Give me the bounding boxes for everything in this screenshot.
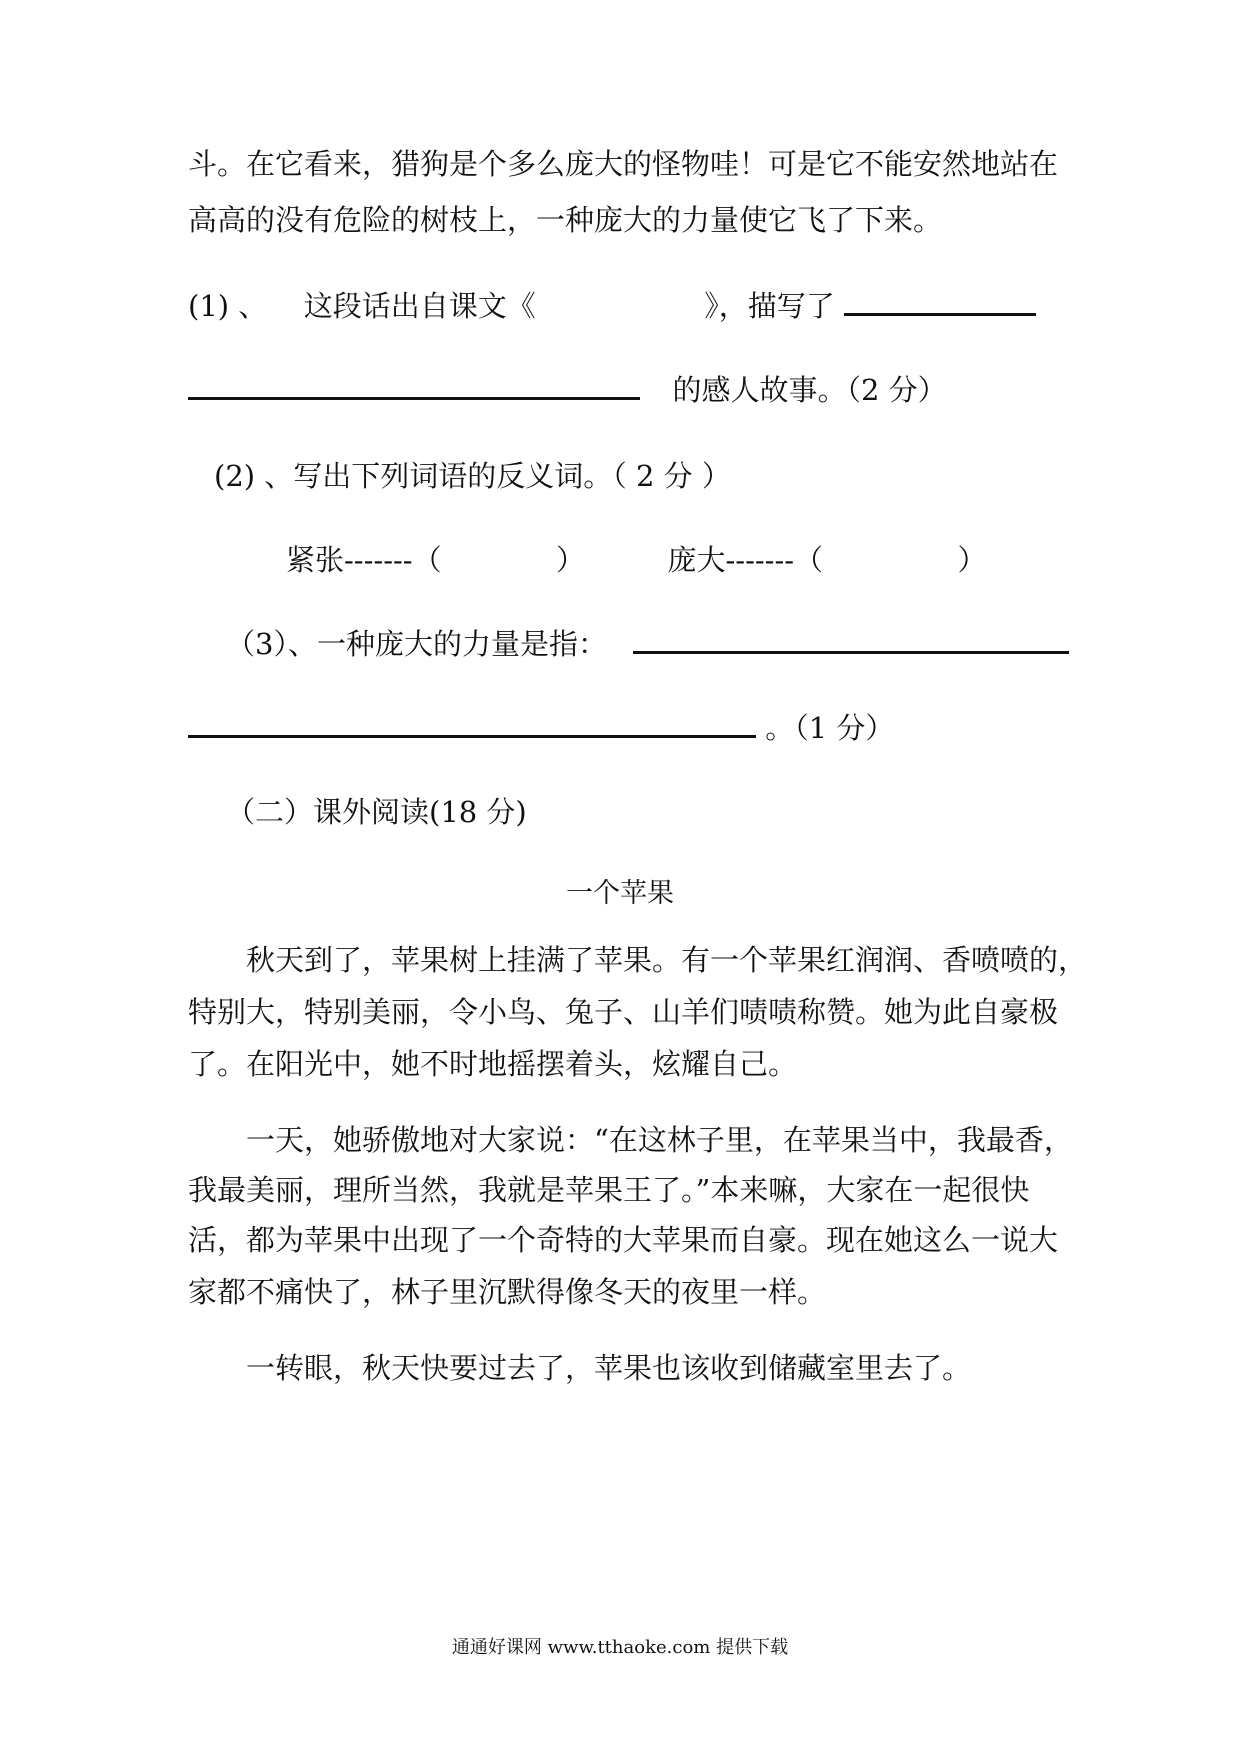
story-p1-line-2: 特别大，特别美丽，令小鸟、兔子、山羊们啧啧称赞。她为此自豪极 [188, 995, 1059, 1029]
antonym-word-1: 紧张-------（ [286, 543, 442, 577]
answer-blank-1b[interactable] [188, 371, 640, 400]
passage-line-2: 高高的没有危险的树枝上，一种庞大的力量使它飞了下来。 [188, 203, 943, 237]
story-p2-line-1: 一天，她骄傲地对大家说：“在这林子里，在苹果当中，我最香， [246, 1123, 1073, 1157]
story-p1-line-1: 秋天到了，苹果树上挂满了苹果。有一个苹果红润润、香喷喷的， [246, 943, 1088, 977]
question-3-end: 。（1 分） [765, 711, 895, 745]
answer-blank-3a[interactable] [633, 625, 1069, 654]
story-title: 一个苹果 [566, 878, 674, 909]
section-2-heading: （二）课外阅读(18 分) [226, 795, 527, 829]
question-1 [188, 286, 1058, 326]
answer-blank-1a[interactable] [844, 287, 1036, 316]
story-p2-line-3: 活，都为苹果中出现了一个奇特的大苹果而自豪。现在她这么一说大 [188, 1223, 1059, 1257]
antonym-close-2: ） [957, 543, 987, 577]
antonym-close-1: ） [556, 543, 586, 577]
question-1-cont [188, 370, 1058, 410]
question-1-text-c: 的感人故事。（2 分） [672, 373, 947, 407]
question-1-text-a: 这段话出自课文《 [303, 289, 536, 323]
question-1-text-b: 》，描写了 [704, 289, 835, 323]
antonym-word-2: 庞大-------（ [667, 543, 824, 577]
story-p2-line-2: 我最美丽，理所当然，我就是苹果王了。”本来嘛，大家在一起很快 [188, 1173, 1030, 1207]
story-p3-line-1: 一转眼，秋天快要过去了，苹果也该收到储藏室里去了。 [246, 1351, 972, 1385]
question-3-label: （3）、一种庞大的力量是指： [226, 627, 607, 661]
question-3-cont [188, 708, 1058, 748]
story-p2-line-4: 家都不痛快了，林子里沉默得像冬天的夜里一样。 [188, 1275, 827, 1309]
question-2-antonyms [286, 540, 1156, 580]
story-p1-line-3: 了。在阳光中，她不时地摇摆着头，炫耀自己。 [188, 1047, 798, 1081]
answer-blank-3b[interactable] [188, 709, 756, 738]
question-1-label: (1) 、 [188, 289, 268, 323]
question-3 [226, 624, 1096, 664]
question-2-label: (2) 、写出下列词语的反义词。（ 2 分 ） [214, 459, 731, 493]
passage-line-1: 斗。在它看来，猎狗是个多么庞大的怪物哇！可是它不能安然地站在 [188, 147, 1059, 181]
page-footer: 通通好课网 www.tthaoke.com 提供下载 [451, 1637, 789, 1658]
